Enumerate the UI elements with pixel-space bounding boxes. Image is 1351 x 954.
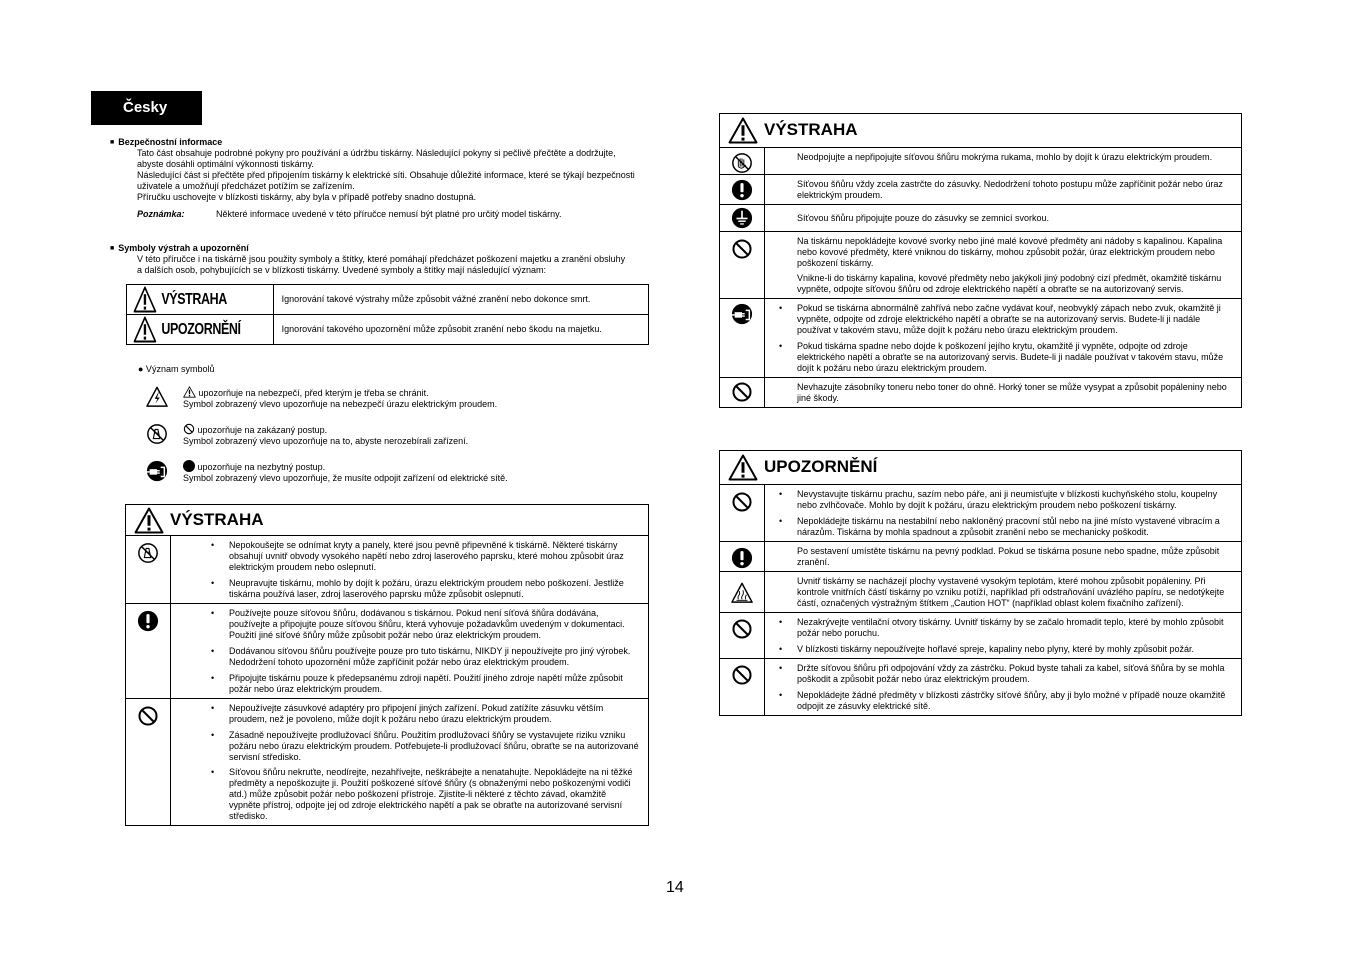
unplug-icon xyxy=(731,303,753,325)
caution-row xyxy=(720,485,1241,542)
electric-shock-icon xyxy=(146,386,168,408)
row-text: Síťovou šňůru připojujte pouze do zásuvky se zemnicí svorkou. xyxy=(797,212,1050,223)
key-row-warning xyxy=(127,285,649,315)
warning-triangle-icon xyxy=(134,507,164,534)
list-item: • Nepokládejte žádné předměty v blízkosti zástrčky síťové šňůry, aby ji bylo možné v případě nouze okamžitě odpojit ze zásuvky elektrické sítě. xyxy=(779,690,1233,712)
note-text: Některé informace uvedené v této příručce nemusí být platné pro určitý model tiskárny. xyxy=(216,208,562,219)
ground-icon xyxy=(731,207,753,229)
warning-row xyxy=(720,175,1241,205)
warning-header xyxy=(126,505,648,536)
prohibited-icon xyxy=(731,664,753,686)
caution-row xyxy=(720,572,1241,613)
prohibited-icon xyxy=(183,423,195,435)
prohibited-icon xyxy=(137,705,159,727)
list-item: • Nezakrývejte ventilační otvory tiskárny. Uvnitř tiskárny by se začalo hromadit teplo, které by mohlo způsobit požár nebo poruchu. xyxy=(779,617,1233,639)
list-item: • V blízkosti tiskárny nepoužívejte hořlavé spreje, kapaliny nebo plyny, které by mohly způsobit požár. xyxy=(779,644,1233,655)
page-number: 14 xyxy=(666,879,684,896)
warning-row xyxy=(126,536,648,604)
caution-row xyxy=(720,659,1241,715)
caution-title: UPOZORNĚNÍ xyxy=(764,457,878,477)
mandatory-icon xyxy=(137,610,159,632)
no-disassemble-icon xyxy=(146,423,168,445)
warning-row xyxy=(720,232,1241,299)
no-disassemble-icon xyxy=(137,542,159,564)
row-text: Uvnitř tiskárny se nacházejí plochy vystavené vysokým teplotám, které mohou způsobit popáleniny. Při kontrole vnitřních částí tiskárny po vzniku potíží, například při odstraňování uvázlého papíru, se nedotýkejte částí, označených výstražným štítkem „Caution HOT“ (například oblast kolem fixačního zařízení). xyxy=(797,575,1225,608)
symbols-heading: ■ Symboly výstrah a upozornění xyxy=(110,243,249,253)
warning-title: VÝSTRAHA xyxy=(170,509,264,529)
symbol-meanings xyxy=(126,386,686,485)
symbol-meaning-row xyxy=(126,460,686,485)
prohibited-icon xyxy=(731,491,753,513)
symbol-meaning-row xyxy=(126,386,686,411)
warning-triangle-icon xyxy=(728,454,758,481)
warning-title: VÝSTRAHA xyxy=(764,120,858,140)
mandatory-icon xyxy=(731,547,753,569)
meaning-line2: Symbol zobrazený vlevo upozorňuje, že musíte odpojit zařízení od elektrické sítě. xyxy=(183,472,508,483)
list-item: • Nepokoušejte se odnímat kryty a panely, které jsou pevně připevněné k tiskárně. Některé tiskárny obsahují uvnitř obvody vysokého napětí nebo zdroj laserového paprsku, které mohou způsobit úraz elektrickým proudem nebo oslepnutí. xyxy=(211,540,640,573)
mandatory-dot-icon xyxy=(183,460,195,472)
warning-row xyxy=(720,148,1241,175)
key-label: UPOZORNĚNÍ xyxy=(161,320,241,338)
list-item: • Dodávanou síťovou šňůru používejte pouze pro tuto tiskárnu, NIKDY ji nepoužívejte pro jiný výrobek. Nedodržení tohoto upozornění může zapříčinit požár nebo úraz elektrickým proudem. xyxy=(211,646,640,668)
safety-line: Tato část obsahuje podrobné pokyny pro používání a údržbu tiskárny. Následující pokyny si pečlivě přečtěte a dodržujte, xyxy=(137,147,616,158)
meaning-line2: Symbol zobrazený vlevo upozorňuje na nebezpečí úrazu elektrickým proudem. xyxy=(183,398,498,409)
meaning-line1: upozorňuje na nebezpečí, před kterým je třeba se chránit. xyxy=(198,388,429,398)
row-text: Po sestavení umístěte tiskárnu na pevný podklad. Pokud se tiskárna posune nebo spadne, může způsobit zranění. xyxy=(797,545,1220,567)
triangle-icon xyxy=(183,386,196,398)
warning-row xyxy=(720,299,1241,378)
warning-row xyxy=(126,699,648,826)
warning-triangle-icon xyxy=(728,117,758,144)
list-item: • Pokud se tiskárna abnormálně zahřívá nebo začne vydávat kouř, neobvyklý zápach nebo zvuk, okamžitě ji vypněte, odpojte od zdroje elektrického napětí a obraťte se na autorizovaný servis. Budete-li ji nadále používat v takovém stavu, může dojít k požáru nebo úrazu elektrickým proudem. xyxy=(779,303,1233,336)
symbols-line: V této příručce i na tiskárně jsou použity symboly a štítky, které pomáhají předcházet poškození majetku a zranění obsluhy xyxy=(137,253,626,264)
row-text: Neodpojujte a nepřipojujte síťovou šňůru mokrýma rukama, mohlo by dojít k úrazu elektrickým proudem. xyxy=(797,152,1213,162)
caution-row xyxy=(720,613,1241,659)
warning-row xyxy=(720,205,1241,232)
caution-row xyxy=(720,542,1241,572)
right-warning-box xyxy=(719,113,1242,408)
warning-header xyxy=(720,114,1241,148)
list-item: • Pokud tiskárna spadne nebo dojde k poškození jejího krytu, okamžitě ji vypněte, odpojte od zdroje elektrického napětí a obraťte se na autorizovaný servis. Budete-li ji nadále používat v takovém stavu, může dojít k požáru nebo úrazu elektrickým proudem. xyxy=(779,341,1233,374)
no-wet-hands-icon xyxy=(731,152,753,174)
row-text: Síťovou šňůru vždy zcela zastrčte do zásuvky. Nedodržení tohoto postupu může zapříčinit požár nebo úraz elektrickým proudem. xyxy=(797,179,1223,200)
key-text: Ignorování takové výstrahy může způsobit vážné zranění nebo dokonce smrt. xyxy=(273,285,648,315)
list-item: • Používejte pouze síťovou šňůru, dodávanou s tiskárnou. Pokud není síťová šňůra dodávána, používejte a připojujte pouze síťovou šňůru, která vyhovuje požadavkům uvedeným v dokumentaci. Použití jiné síťové šňůry může způsobit požár nebo úraz elektrickým proudem. xyxy=(211,608,640,641)
list-item: • Zásadně nepoužívejte prodlužovací šňůru. Použitím prodlužovací šňůry se vystavujete riziku vzniku požáru nebo úrazu elektrickým proudem. Potřebujete-li prodlužovací šňůru, obraťte se na autorizované servisní středisko. xyxy=(211,730,640,763)
list-item: • Nepoužívejte zásuvkové adaptéry pro připojení jiných zařízení. Pokud zatížíte zásuvku větším proudem, než je povoleno, může dojít k požáru nebo úrazu elektrickým proudem. xyxy=(211,703,640,725)
warning-row xyxy=(126,604,648,699)
symbols-section xyxy=(110,243,670,276)
row-text: Na tiskárnu nepokládejte kovové svorky nebo jiné malé kovové předměty ani nádoby s kapalinou. Kapalina nebo kovové předměty, které vniknou do tiskárny, mohou způsobit požár, úraz elektrickým proudem nebo poškození tiskárny. xyxy=(797,235,1223,268)
list-item: • Připojujte tiskárnu pouze k předepsanému zdroji napětí. Použití jiného zdroje napětí může způsobit požár nebo úraz elektrickým proudem. xyxy=(211,673,640,695)
row-text: Nevhazujte zásobníky toneru nebo toner do ohně. Horký toner se může vysypat a způsobit popáleniny nebo jiné škody. xyxy=(797,381,1227,403)
prohibited-icon xyxy=(731,381,753,403)
row-text: Vnikne-li do tiskárny kapalina, kovové předměty nebo jakýkoli jiný podobný cizí předmět, okamžitě tiskárnu vypněte, odpojte síťovou šňůru od zdroje elektrického napětí a obraťte se na autorizovaný servis. xyxy=(797,272,1222,294)
safety-line: uživatele a umožňují předcházet potížím se zařízením. xyxy=(137,180,355,191)
safety-heading: ■ Bezpečnostní informace xyxy=(110,137,223,147)
hot-surface-icon xyxy=(731,582,753,604)
list-item: • Síťovou šňůru nekruťte, neodírejte, nezahřívejte, neškrábejte a nenatahujte. Nepokládejte na ni těžké předměty a nepoškozujte ji. Použití poškozené síťové šňůry (s obnaženými nebo poškozenými vodiči atd.) může způsobit požár nebo poškození přístroje. Zjistíte-li některé z těchto závad, okamžitě vypněte přístroj, odpojte jej od zdroje elektrického napětí a pak se obraťte na autorizované servisní středisko. xyxy=(211,767,640,822)
mandatory-icon xyxy=(731,179,753,201)
meaning-line2: Symbol zobrazený vlevo upozorňuje na to, abyste nerozebírali zařízení. xyxy=(183,435,469,446)
key-row-caution xyxy=(127,315,649,345)
warning-triangle-icon xyxy=(133,286,156,313)
safety-info-section xyxy=(110,137,680,220)
meaning-line1: upozorňuje na zakázaný postup. xyxy=(197,424,328,435)
symbol-key-table xyxy=(126,284,649,345)
key-text: Ignorování takového upozornění může způsobit zranění nebo škodu na majetku. xyxy=(273,315,648,345)
symbols-line: a dalších osob, pohybujících se v blízkosti tiskárny. Uvedené symboly a štítky mají následující význam: xyxy=(137,264,547,275)
key-label: VÝSTRAHA xyxy=(161,290,227,308)
symbol-meaning-row xyxy=(126,423,686,448)
meaning-line1: upozorňuje na nezbytný postup. xyxy=(197,461,326,472)
unplug-icon xyxy=(146,460,168,482)
warning-row xyxy=(720,378,1241,407)
symbol-meaning-heading: ● Význam symbolů xyxy=(138,364,215,374)
right-caution-box xyxy=(719,450,1242,716)
note-row xyxy=(137,209,680,220)
warning-triangle-icon xyxy=(133,316,156,343)
language-tab: Česky xyxy=(91,91,202,125)
left-warning-box xyxy=(125,504,649,826)
safety-line: Následující část si přečtěte před připojením tiskárny k elektrické síti. Obsahuje důležité informace, které se týkají bezpečnosti xyxy=(137,169,635,180)
safety-line: Příručku uschovejte v blízkosti tiskárny, aby byla v případě potřeby snadno dostupná. xyxy=(137,191,477,202)
list-item: • Nepokládejte tiskárnu na nestabilní nebo nakloněný pracovní stůl nebo na jiné místo vystavené vibracím a nárazům. Tiskárna by mohla spadnout a způsobit zranění nebo se mechanicky poškodit. xyxy=(779,516,1233,538)
list-item: • Neupravujte tiskárnu, mohlo by dojít k požáru, úrazu elektrickým proudem nebo poškození. Jestliže tiskárna používá laser, zdroj laserového paprsku může způsobit oslepnutí. xyxy=(211,578,640,600)
list-item: • Nevystavujte tiskárnu prachu, sazím nebo páře, ani ji neumisťujte v blízkosti kuchyňského stolu, koupelny nebo zvlhčovače. Mohlo by dojít k požáru, úrazu elektrickým proudem nebo poškození tiskárny. xyxy=(779,489,1233,511)
caution-header xyxy=(720,451,1241,485)
note-label: Poznámka: xyxy=(137,208,185,219)
list-item: • Držte síťovou šňůru při odpojování vždy za zástrčku. Pokud byste tahali za kabel, síťová šňůra by se mohla poškodit a způsobit požár nebo úraz elektrickým proudem. xyxy=(779,663,1233,685)
prohibited-icon xyxy=(731,618,753,640)
prohibited-icon xyxy=(731,238,753,260)
safety-line: abyste dosáhli optimální výkonnosti tiskárny. xyxy=(137,158,314,169)
